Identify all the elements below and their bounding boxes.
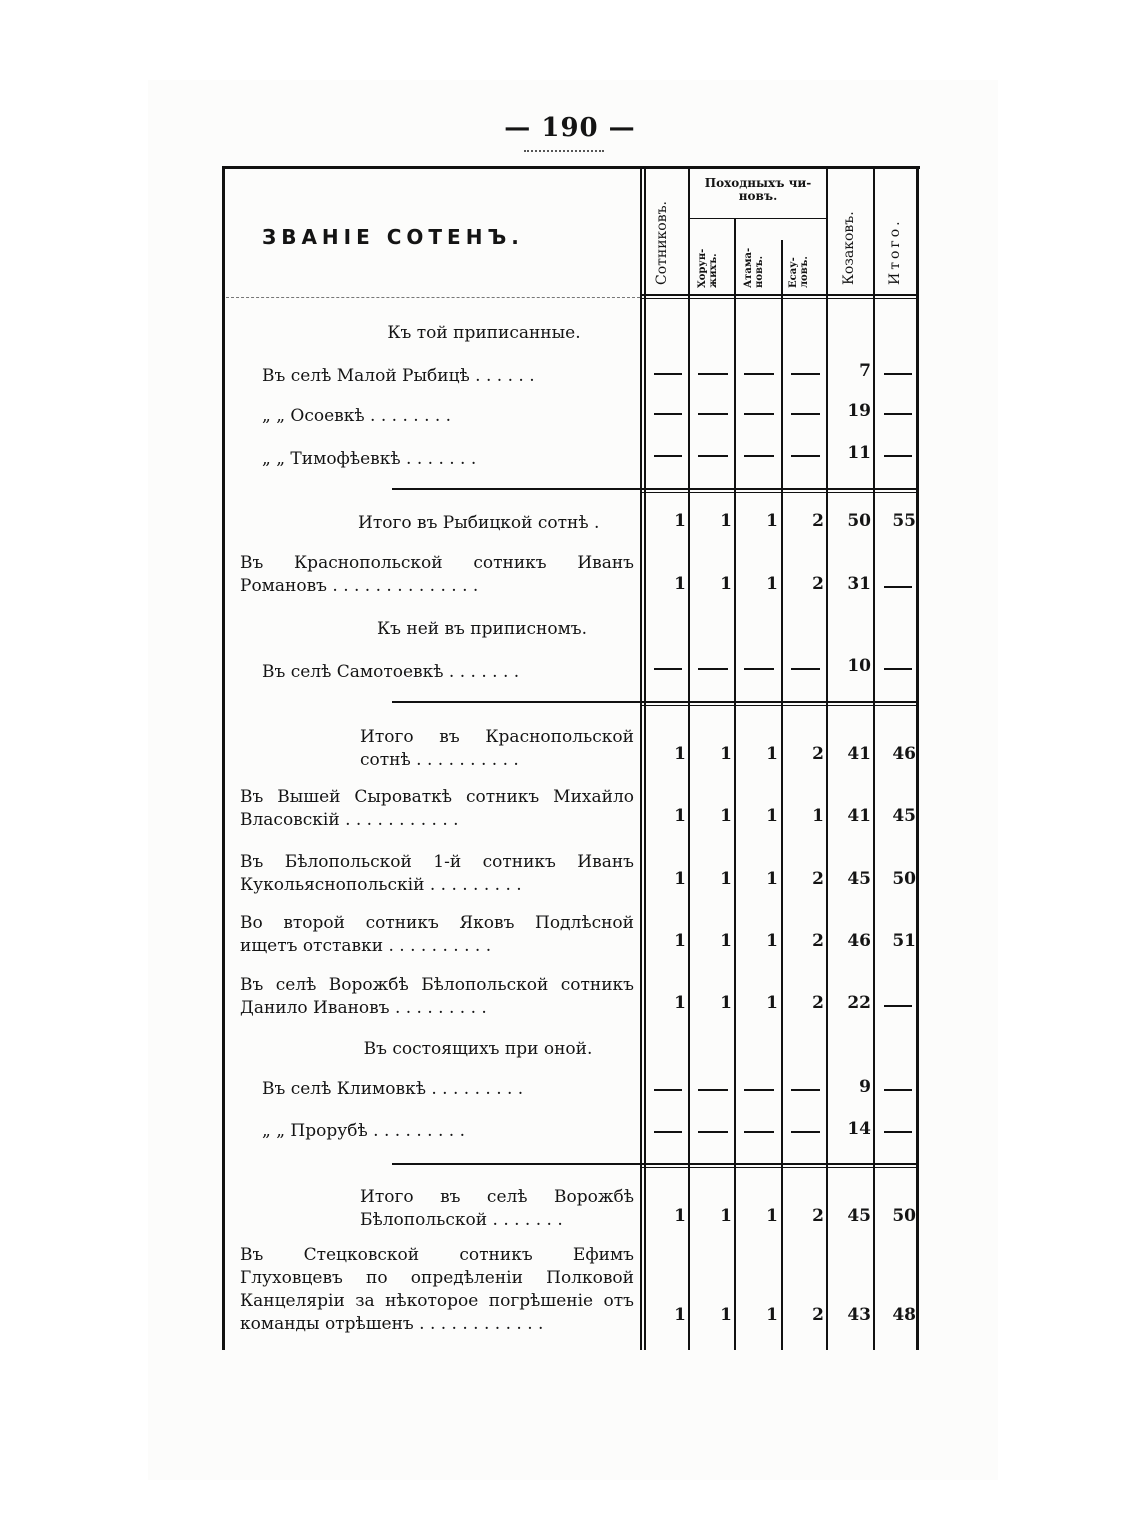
column-header-sotnikov: Сотниковъ.: [654, 201, 670, 285]
table-cell: 1: [766, 806, 778, 826]
table-cell: 2: [812, 1305, 824, 1325]
table-cell: 1: [674, 574, 686, 594]
empty-dash: [884, 1089, 912, 1091]
table-cell: 45: [847, 869, 871, 889]
table-cell: 1: [766, 744, 778, 764]
empty-dash: [654, 413, 682, 415]
header-bottom-rule: [642, 298, 918, 299]
header-bottom-rule: [642, 294, 918, 296]
empty-dash: [791, 1131, 820, 1133]
empty-dash: [884, 1005, 912, 1007]
table-cell: 1: [720, 744, 732, 764]
row-label: Въ Бѣлопольской 1-й сотникъ Иванъ Кукольяснопольскій . . . . . . . . .: [240, 852, 634, 895]
row-label: „ „ Тимофѣевкѣ . . . . . . .: [262, 449, 477, 469]
row-label: „ „ Прорубѣ . . . . . . . . .: [262, 1121, 466, 1141]
table-cell: 1: [674, 806, 686, 826]
row-label: Въ селѣ Самотоевкѣ . . . . . . .: [262, 662, 520, 682]
column-header-itogo: Итого.: [887, 218, 903, 285]
table-cell: 1: [766, 869, 778, 889]
table-cell: 1: [766, 574, 778, 594]
empty-dash: [884, 1131, 912, 1133]
row-label: „ „ Осоевкѣ . . . . . . . .: [262, 406, 452, 426]
table-cell: 1: [766, 511, 778, 531]
row-label: Къ ней въ приписномъ.: [376, 619, 588, 639]
section-rule: [642, 492, 918, 493]
table-cell: 2: [812, 993, 824, 1013]
section-rule: [642, 705, 918, 706]
empty-dash: [791, 413, 820, 415]
table-cell: 1: [720, 869, 732, 889]
empty-dash: [744, 373, 774, 375]
empty-dash: [884, 373, 912, 375]
table-cell: 7: [859, 361, 871, 381]
empty-dash: [791, 668, 820, 670]
table-cell: 10: [847, 656, 871, 676]
table-cell: 50: [892, 1206, 916, 1226]
row-label: Въ Вышей Сыроваткѣ сотникъ Михайло Власовскій . . . . . . . . . . .: [240, 787, 634, 830]
column-header-kozakov: Козаковъ.: [841, 211, 857, 285]
row-label: Во второй сотникъ Яковъ Подлѣсной ищетъ отставки . . . . . . . . . .: [240, 913, 634, 956]
table-cell: 1: [720, 806, 732, 826]
table-cell: 1: [720, 931, 732, 951]
table-cell: 1: [720, 511, 732, 531]
table-cell: 1: [766, 931, 778, 951]
section-rule: [392, 701, 918, 703]
empty-dash: [884, 668, 912, 670]
empty-dash: [791, 455, 820, 457]
column-rule: [826, 166, 828, 1350]
table-cell: 1: [674, 993, 686, 1013]
empty-dash: [884, 586, 912, 588]
column-rule: [781, 240, 783, 1350]
table-cell: 31: [847, 574, 871, 594]
row-label: Къ той приписанные.: [387, 323, 581, 343]
table-cell: 14: [847, 1119, 871, 1139]
table-cell: 50: [892, 869, 916, 889]
table-cell: 22: [847, 993, 871, 1013]
table-cell: 46: [892, 744, 916, 764]
empty-dash: [744, 1089, 774, 1091]
column-group-header-pokhodnykh: Походныхъ чи- новъ.: [704, 176, 812, 203]
table-cell: 2: [812, 574, 824, 594]
empty-dash: [654, 455, 682, 457]
section-rule: [642, 1167, 918, 1168]
header-group-rule: [688, 218, 826, 219]
row-label: Въ Стецковской сотникъ Ефимъ Глуховцевъ по опредѣленіи Полковой Канцеляріи за нѣкоторое погрѣшеніе отъ команды отрѣшенъ . . . . . . . . . . . .: [240, 1245, 634, 1334]
column-rule: [873, 166, 875, 1350]
row-label: Въ селѣ Ворожбѣ Бѣлопольской сотникъ Данило Ивановъ . . . . . . . . .: [240, 975, 634, 1018]
table-title: ЗВАНІЕ СОТЕНЪ.: [262, 225, 524, 249]
header-bottom-rule: [226, 297, 640, 298]
page-number: — 190 —: [504, 113, 636, 143]
row-label: Итого въ Краснопольской сотнѣ . . . . . . . . . .: [360, 727, 634, 770]
table-cell: 1: [720, 1206, 732, 1226]
table-cell: 51: [892, 931, 916, 951]
column-header-atamanov: Атама- новъ.: [743, 247, 765, 288]
empty-dash: [744, 668, 774, 670]
table-top-rule: [222, 166, 920, 169]
empty-dash: [744, 413, 774, 415]
table-cell: 2: [812, 1206, 824, 1226]
table-cell: 45: [847, 1206, 871, 1226]
table-cell: 11: [847, 443, 871, 463]
column-header-khorunzhikh: Хорун- жихъ.: [697, 248, 719, 288]
table-cell: 50: [847, 511, 871, 531]
table-cell: 1: [720, 1305, 732, 1325]
table-cell: 2: [812, 869, 824, 889]
empty-dash: [744, 1131, 774, 1133]
table-cell: 46: [847, 931, 871, 951]
table-cell: 1: [766, 993, 778, 1013]
empty-dash: [884, 413, 912, 415]
empty-dash: [654, 668, 682, 670]
empty-dash: [698, 668, 728, 670]
table-cell: 1: [674, 744, 686, 764]
row-label: Въ состоящихъ при оной.: [363, 1039, 593, 1059]
table-cell: 1: [674, 869, 686, 889]
table-right-rule: [916, 166, 919, 1350]
table-cell: 45: [892, 806, 916, 826]
table-cell: 1: [720, 993, 732, 1013]
table-cell: 55: [892, 511, 916, 531]
empty-dash: [698, 455, 728, 457]
empty-dash: [698, 373, 728, 375]
table-cell: 1: [674, 1206, 686, 1226]
table-left-rule: [222, 166, 225, 1350]
column-rule: [640, 166, 642, 1350]
empty-dash: [654, 1131, 682, 1133]
empty-dash: [698, 413, 728, 415]
empty-dash: [744, 455, 774, 457]
table-cell: 1: [812, 806, 824, 826]
row-label: Итого въ Рыбицкой сотнѣ .: [358, 513, 600, 533]
empty-dash: [791, 1089, 820, 1091]
table-cell: 2: [812, 511, 824, 531]
table-cell: 41: [847, 806, 871, 826]
section-rule: [392, 1163, 918, 1165]
table-cell: 1: [766, 1206, 778, 1226]
table-cell: 19: [847, 401, 871, 421]
row-label: Въ селѣ Климовкѣ . . . . . . . . .: [262, 1079, 524, 1099]
empty-dash: [791, 373, 820, 375]
table-cell: 2: [812, 744, 824, 764]
table-cell: 1: [720, 574, 732, 594]
table-cell: 9: [859, 1077, 871, 1097]
row-label: Въ Краснопольской сотникъ Иванъ Романовъ . . . . . . . . . . . . . .: [240, 553, 634, 596]
table-cell: 1: [674, 1305, 686, 1325]
table-cell: 48: [892, 1305, 916, 1325]
table-cell: 1: [674, 511, 686, 531]
page-number-ornament: [524, 146, 604, 152]
empty-dash: [698, 1089, 728, 1091]
column-rule: [734, 218, 736, 1350]
section-rule: [392, 488, 918, 490]
table-cell: 43: [847, 1305, 871, 1325]
table-cell: 2: [812, 931, 824, 951]
empty-dash: [698, 1131, 728, 1133]
table-cell: 1: [674, 931, 686, 951]
row-label: Въ селѣ Малой Рыбицѣ . . . . . .: [262, 366, 535, 386]
table-cell: 41: [847, 744, 871, 764]
column-header-esaulov: Есау- ловъ.: [788, 256, 810, 288]
row-label: Итого въ селѣ Ворожбѣ Бѣлопольской . . . . . . .: [360, 1187, 634, 1230]
table-cell: 1: [766, 1305, 778, 1325]
empty-dash: [884, 455, 912, 457]
empty-dash: [654, 373, 682, 375]
empty-dash: [654, 1089, 682, 1091]
